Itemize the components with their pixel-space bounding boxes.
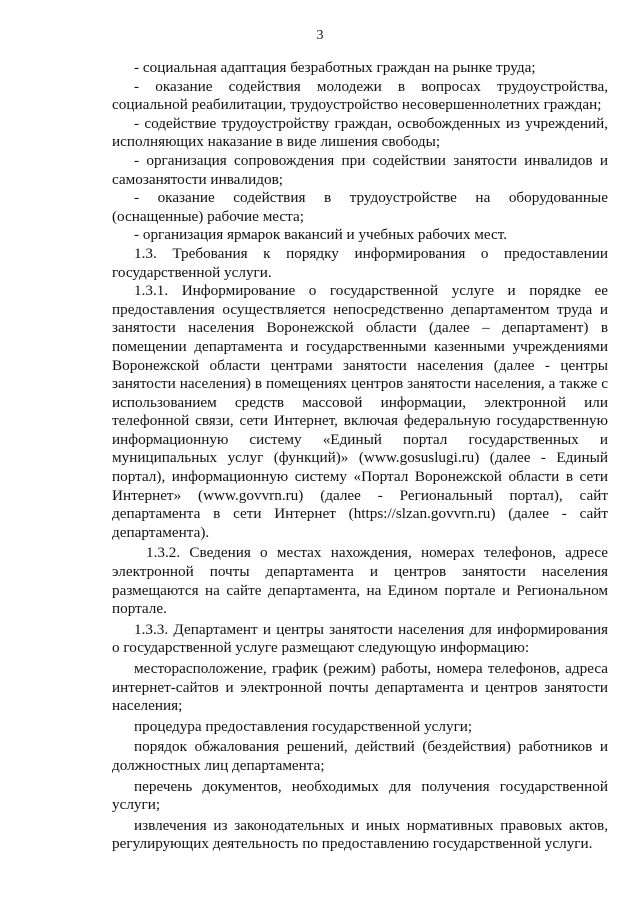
info-item-documents-list: перечень документов, необходимых для получения государственной услуги;: [112, 777, 608, 814]
paragraph-bullet-job-fairs: - организация ярмарок вакансий и учебных рабочих мест.: [134, 226, 508, 244]
paragraph-bullet-equipped-workplaces: - оказание содействия в трудоустройстве на оборудованные (оснащенные) рабочие места;: [112, 189, 608, 225]
section-heading-1-3: 1.3. Требования к порядку информирования о предоставлении государственной услуги.: [112, 244, 608, 281]
info-item-procedure: процедура предоставления государственной услуги;: [134, 717, 473, 735]
info-item-appeal-procedure: порядок обжалования решений, действий (бездействия) работников и должностных лиц департамента;: [112, 738, 608, 774]
paragraph-bullet-released-citizens: - содействие трудоустройству граждан, освобожденных из учреждений, исполняющих наказание в виде лишения свободы;: [112, 114, 608, 151]
page-number: 3: [316, 28, 324, 43]
paragraph-bullet-disabled-support: - организация сопровождения при содействии занятости инвалидов и самозанятости инвалидов;: [112, 151, 608, 188]
document-body: [112, 59, 608, 854]
paragraph-1-3-3: 1.3.3. Департамент и центры занятости населения для информирования о государственной услуге размещают следующую информацию:: [112, 620, 608, 657]
paragraph-1-3-2: 1.3.2. Сведения о местах нахождения, номерах телефонов, адресе электронной почты департамента и центров занятости населения размещаются на сайте департамента, на Едином портале и Региональном портале.: [112, 544, 608, 618]
info-item-legal-extracts: извлечения из законодательных и иных нормативных правовых актов, регулирующих деятельность по предоставлению государственной услуги.: [112, 816, 608, 853]
info-item-location-schedule: месторасположение, график (режим) работы, номера телефонов, адреса интернет-сайтов и электронной почты департамента и центров занятости населения;: [112, 660, 608, 715]
paragraph-1-3-1: 1.3.1. Информирование о государственной услуге и порядке ее предоставления осуществляется непосредственно департаментом труда и занятости населения Воронежской области (далее – департамент) в помещении департамента и государственными казенными учреждениями Воронежской области центрами занятости населения (далее - центры занятости населения) в помещениях центров занятости населения, а также с использованием средств массовой информации, электронной или телефонной связи, сети Интернет, включая федеральную государственную информационную систему «Единый портал государственных и муниципальных услуг (функций)» (www.gosuslugi.ru) (далее - Единый портал), информационную систему «Портал Воронежской области в сети Интернет» (www.govvrn.ru) (далее - Региональный портал), сайт департамента в сети Интернет (https://slzan.govvrn.ru) (далее - сайт департамента).: [112, 282, 608, 541]
paragraph-bullet-social-adaptation: - социальная адаптация безработных граждан на рынке труда;: [134, 59, 536, 76]
paragraph-bullet-youth-assistance: - оказание содействия молодежи в вопросах трудоустройства, социальной реабилитации, трудоустройство несовершеннолетних граждан;: [112, 77, 608, 114]
